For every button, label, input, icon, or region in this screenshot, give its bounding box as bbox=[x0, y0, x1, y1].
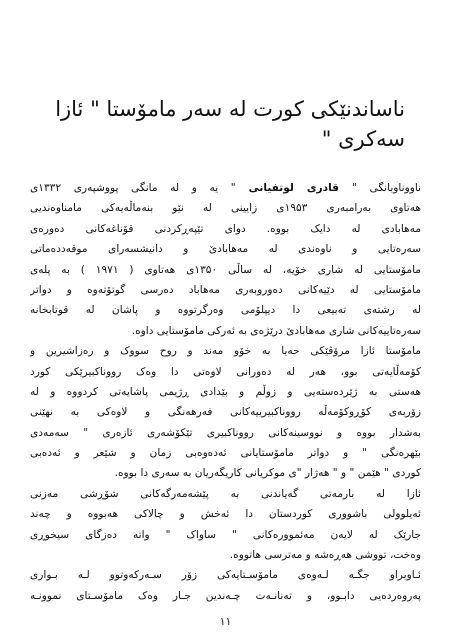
page-title: ناساندنێکی کورت لە سەر مامۆستا " ئازا سەکری " bbox=[55, 97, 405, 151]
paragraph-line: بێهرەنگی " و دواتر مامۆستایانی ئەدەوەبی زمان و شێعر و ئەدەبی bbox=[30, 447, 421, 460]
paragraph-line: ئەیلوولی باشووری کوردستان دا ئەخش و چالاکی هەبووە و چەند bbox=[30, 508, 421, 521]
paragraph-line: پەروەردەیی دابـوو، و تەنانـەت چـەندین جـار وەک مامۆسـتای نموونـە bbox=[30, 589, 421, 602]
paragraph-line: کۆمەڵایەتی بوو، هەر لە دەورانی لاوەتی دا وەک رووناکبیرێکی کورد bbox=[30, 365, 421, 378]
paragraph-line: مەهابادی لە دایک بووە. دوای تێپەڕکردنی قۆناغەکانی دەورەی bbox=[30, 222, 421, 235]
paragraph-line: ئازا لە بارمەتی گەیاندنی بە پێشەمەرگەکانی شۆڕشی مەزنی bbox=[30, 487, 421, 500]
paragraph-line: سەرەتاییەکانی شاری مەهابادێ درێژەی بە ئەرکی مامۆستایی داوە. bbox=[131, 324, 421, 337]
bold-name: قادری لوتفیانی bbox=[235, 182, 352, 194]
paragraph-line: مامۆستایی لە شاری خۆیە، لە ساڵی ۱۳۵۰ی هەتاوی ( ۱۹۷۱ ) بە پلەی bbox=[30, 263, 421, 276]
paragraph-line: سەرەتایی و ناوەندی لە مەهابادێ و دانیشسەرای موقەددەماتی bbox=[30, 243, 421, 256]
paragraph-line: زۆربەی کۆڕوکۆمەڵە رووناکبیرییەکانی فەرهەنگی و لاوەکی بە نهێنی bbox=[30, 406, 421, 419]
paragraph-line: وەخت، تووشی هەڕەشە و مەترسی هاتووە. bbox=[229, 549, 421, 562]
paragraph-line: مامۆستایی لە دێیەکانی دەوروبەری مەهاباد دەرسی گوتۆتەوە و دواتر bbox=[30, 283, 421, 296]
paragraph-line: کوردی " هێمن " و " هەژار "ی موکریانی کاریگەریان بە سەری دا بووە. bbox=[114, 467, 421, 480]
paragraph-line: ناووناوبانگی " قادری لوتفیانی " یە و لە مانگی پووشپەری ۱۳۳۲ی bbox=[30, 182, 421, 194]
paragraph-line: لە رشتەی تەبیعی دا دیپلۆمی وەرگرتووە و پاشان لە قوتابخانە bbox=[30, 304, 421, 317]
paragraph-line: مامۆستا ئازا مرۆڤێکی حەیا بە خۆو مەند و روح سووک و رەزاشیرین و bbox=[30, 345, 421, 358]
paragraph-line: هەستی بە ژێردەستەیی و زوڵم و بێدادی ڕژیمی پاشایەتی کردووە و لە bbox=[30, 385, 421, 398]
page-number: ١١ bbox=[219, 615, 232, 628]
paragraph-line: بەشدار بووە و نووسینەکانی رووناکبیری تێکۆشەری ئازەری " سەمەدی bbox=[30, 426, 421, 439]
paragraph-line: جارێک لە لایەن مەئموورەکانی " ساواک " واتە دەزگای سیخوڕی bbox=[30, 528, 421, 541]
paragraph-line: ئـاوبراو جگـە لـەوەی مامۆسـتایەکی زۆر سـەرکەوتوو لـە بـواری bbox=[30, 569, 421, 582]
body-text bbox=[30, 178, 421, 606]
paragraph-line: هەتاوی بەرامبەری ۱۹۵۳ی زایینی لە نێو بنەماڵەیەکی مامناوەندیی bbox=[30, 202, 421, 215]
